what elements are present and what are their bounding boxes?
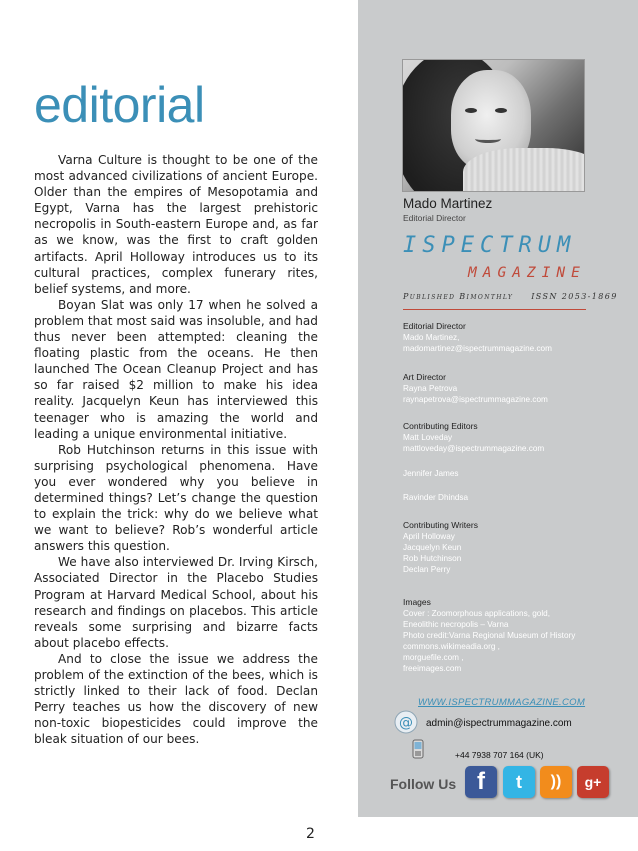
website-link[interactable]: WWW.ISPECTRUMMAGAZINE.COM xyxy=(418,697,586,708)
page-number: 2 xyxy=(306,826,315,842)
staff-group-art-director xyxy=(403,372,548,405)
staff-name: Declan Perry xyxy=(403,565,451,574)
editorial-body xyxy=(34,152,318,747)
staff-email: raynapetrova@ispectrummagazine.com xyxy=(403,395,548,404)
editor-photo xyxy=(402,59,585,192)
phone-icon xyxy=(412,739,424,759)
facebook-icon[interactable]: f xyxy=(465,766,497,798)
image-credit-line: morguefile.com , xyxy=(403,653,464,662)
paragraph-ocean-cleanup: Boyan Slat was only 17 when he solved a problem that most said was insoluble, and had thus never been attempted: cleaning the floating plastic from the oceans. He then launched The Ocean Cleanup Project and has so far raised $2 million to make his idea reality. Jacquelyn Keun has interviewed this teenager who is amazing the world and leading a unique environmental initiative. xyxy=(34,297,318,441)
staff-name: Matt Loveday xyxy=(403,433,453,442)
rss-icon[interactable]: )) xyxy=(540,766,572,798)
staff-role: Contributing Writers xyxy=(403,520,478,530)
image-credit-line: commons.wikimeadia.org , xyxy=(403,642,500,651)
page-title: editorial xyxy=(34,77,205,133)
issn: ISSN 2053-1869 xyxy=(531,292,618,301)
publication-info xyxy=(403,292,618,301)
paragraph-psychology: Rob Hutchinson returns in this issue with surprising psychological phenomena. Have you ever wondered why you believe in determined things? Let’s change the question to explain the trick: why do we believe what we want to believe? Rob’s wonderful article answers this question. xyxy=(34,442,318,554)
paragraph-varna: Varna Culture is thought to be one of the most advanced civilizations of ancient Europe. Older than the empires of Mesopotamia and Egypt, Varna has the largest prehistoric necropolis in South-eastern Europe and, as far as we know, was the first to craft golden artifacts. April Holloway introduces us to its cultural practices, complex funerary rites, belief systems, and more. xyxy=(34,153,318,296)
staff-role: Editorial Director xyxy=(403,321,466,331)
staff-name: Mado Martinez, xyxy=(403,333,460,342)
staff-email: mattloveday@ispectrummagazine.com xyxy=(403,444,545,453)
staff-role: Images xyxy=(403,597,431,607)
svg-text:@: @ xyxy=(399,715,413,731)
staff-role: Art Director xyxy=(403,372,446,382)
staff-name: Jennifer James xyxy=(403,469,459,478)
staff-group-contributing-editors xyxy=(403,421,544,503)
staff-name: Rob Hutchinson xyxy=(403,554,462,563)
image-credit-line: freeimages.com xyxy=(403,664,462,673)
magazine-subtitle: MAGAZINE xyxy=(468,265,586,281)
magazine-name: ISPECTRUM xyxy=(403,233,577,258)
contact-email[interactable]: admin@ispectrummagazine.com xyxy=(426,718,572,729)
editor-title: Editorial Director xyxy=(403,213,466,223)
staff-name: Jacquelyn Keun xyxy=(403,543,462,552)
publication-frequency: Published Bimonthly xyxy=(403,292,514,301)
staff-group-editorial-director xyxy=(403,321,552,354)
staff-group-images xyxy=(403,597,575,674)
follow-us-label: Follow Us xyxy=(390,776,457,792)
google-plus-icon[interactable]: g+ xyxy=(577,766,609,798)
image-credit-line: Photo credit:Varna Regional Museum of History xyxy=(403,631,576,640)
editor-name: Mado Martinez xyxy=(403,196,493,211)
staff-name: April Holloway xyxy=(403,532,455,541)
staff-name: Ravinder Dhindsa xyxy=(403,493,469,502)
staff-group-contributing-writers xyxy=(403,520,478,575)
mail-icon xyxy=(394,710,418,734)
contact-phone: +44 7938 707 164 (UK) xyxy=(455,750,544,760)
paragraph-placebo: We have also interviewed Dr. Irving Kirsch, Associated Director in the Placebo Studies Program at Harvard Medical School, about his research and findings on placebos. This article reveals some surprising and bizarre facts about placebo effects. xyxy=(34,555,318,650)
paragraph-bees: And to close the issue we address the problem of the extinction of the bees, which is strictly linked to their lack of food. Declan Perry teaches us how the discovery of new non-toxic biopesticides could improve the bleak situation of our bees. xyxy=(34,651,318,747)
masthead-divider xyxy=(403,309,586,310)
twitter-icon[interactable]: t xyxy=(503,766,535,798)
staff-role: Contributing Editors xyxy=(403,421,478,431)
staff-name: Rayna Petrova xyxy=(403,384,458,393)
staff-email: madomartinez@ispectrummagazine.com xyxy=(403,344,552,353)
image-credit-line: Eneolithic necropolis – Varna xyxy=(403,620,509,629)
image-credit-line: Cover : Zoomorphous applications, gold, xyxy=(403,609,550,618)
